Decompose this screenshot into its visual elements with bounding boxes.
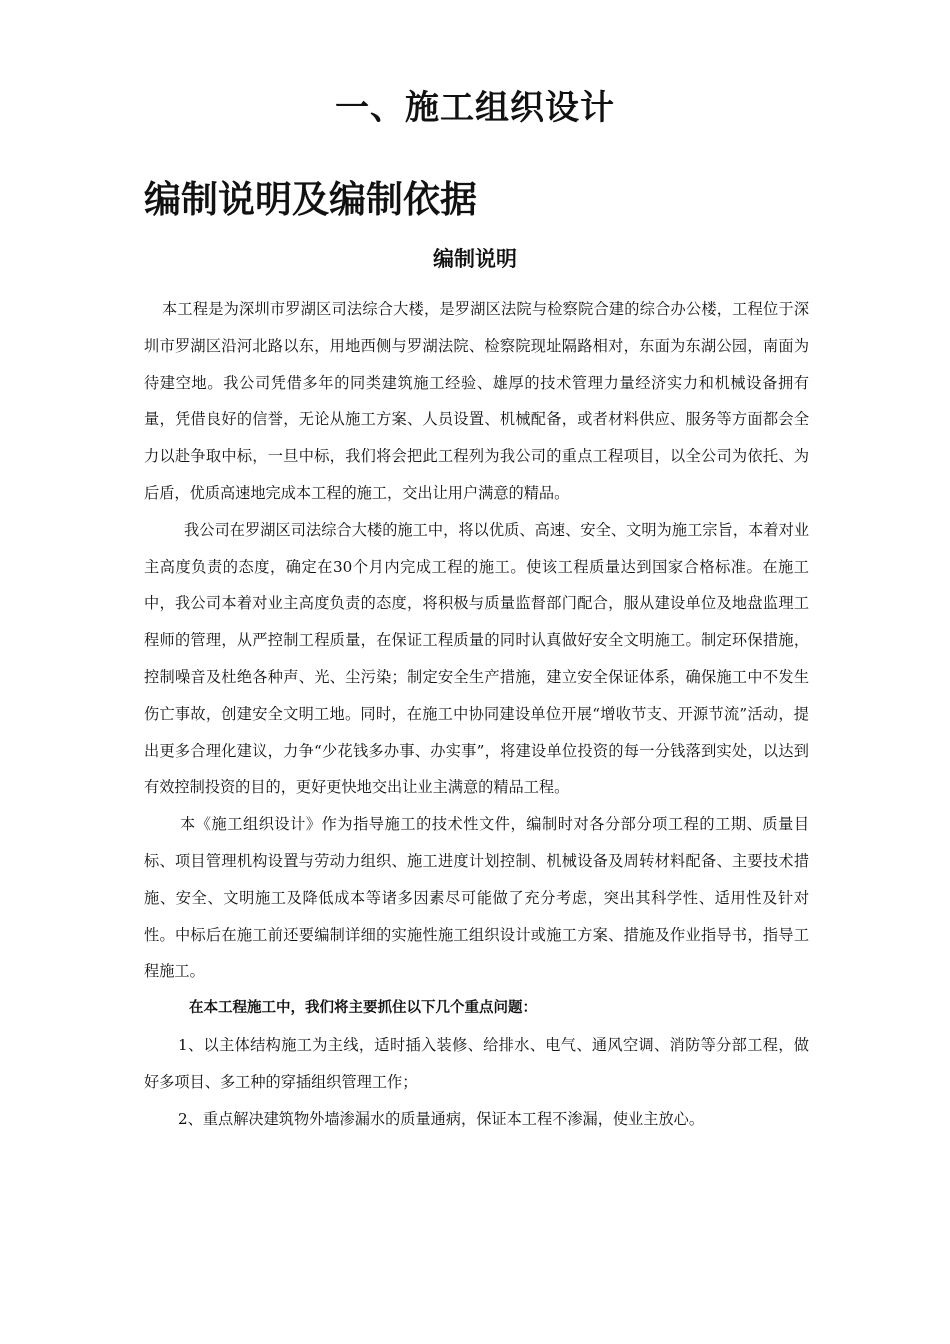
- paragraph-project-overview: 本工程是为深圳市罗湖区司法综合大楼，是罗湖区法院与检察院合建的综合办公楼，工程位于深圳市罗湖区沿河北路以东，用地西侧与罗湖法院、检察院现址隔路相对，东面为东湖公园，南面为待建空地。我公司凭借多年的同类建筑施工经验、雄厚的技术管理力量经济实力和机械设备拥有量，凭借良好的信誉，无论从施工方案、人员设置、机械配备，或者材料供应、服务等方面都会全力以赴争取中标，一旦中标，我们将会把此工程列为我公司的重点工程项目，以全公司为依托、为后盾，优质高速地完成本工程的施工，交出让用户满意的精品。: [144, 300, 809, 502]
- paragraph-construction-goals: 我公司在罗湖区司法综合大楼的施工中，将以优质、高速、安全、文明为施工宗旨，本着对业主高度负责的态度，确定在30个月内完成工程的施工。使该工程质量达到国家合格标准。在施工中，我公司本着对业主高度负责的态度，将积极与质量监督部门配合，服从建设单位及地盘监理工程师的管理，从严控制工程质量，在保证工程质量的同时认真做好安全文明施工。制定环保措施，控制噪音及杜绝各种声、光、尘污染；制定安全生产措施，建立安全保证体系，确保施工中不发生伤亡事故，创建安全文明工地。同时，在施工中协同建设单位开展“增收节支、开源节流”活动，提出更多合理化建议，力争“少花钱多办事、办实事”，将建设单位投资的每一分钱落到实处，以达到有效控制投资的目的，更好更快地交出让业主满意的精品工程。: [144, 520, 809, 797]
- section-heading: 编制说明及编制依据: [144, 178, 477, 221]
- paragraph-document-purpose: 本《施工组织设计》作为指导施工的技术性文件，编制时对各分部分项工程的工期、质量目标、项目管理机构设置与劳动力组织、施工进度计划控制、机械设备及周转材料配备、主要技术措施、安全、文明施工及降低成本等诸多因素尽可能做了充分考虑，突出其科学性、适用性及针对性。中标后在施工前还要编制详细的实施性施工组织设计或施工方案、措施及作业指导书，指导工程施工。: [144, 815, 809, 981]
- document-title: 一、施工组织设计: [335, 88, 615, 128]
- list-item-key-issue-1: 1、以主体结构施工为主线，适时插入装修、给排水、电气、通风空调、消防等分部工程，做好多项目、多工种的穿插组织管理工作；: [144, 1035, 809, 1091]
- document-body: [144, 291, 809, 1137]
- list-item-key-issue-2: 2、重点解决建筑物外墙渗漏水的质量通病，保证本工程不渗漏，使业主放心。: [178, 1109, 705, 1128]
- subsection-heading: 编制说明: [433, 247, 517, 271]
- paragraph-key-issues-intro: 在本工程施工中，我们将主要抓住以下几个重点问题：: [189, 1000, 537, 1017]
